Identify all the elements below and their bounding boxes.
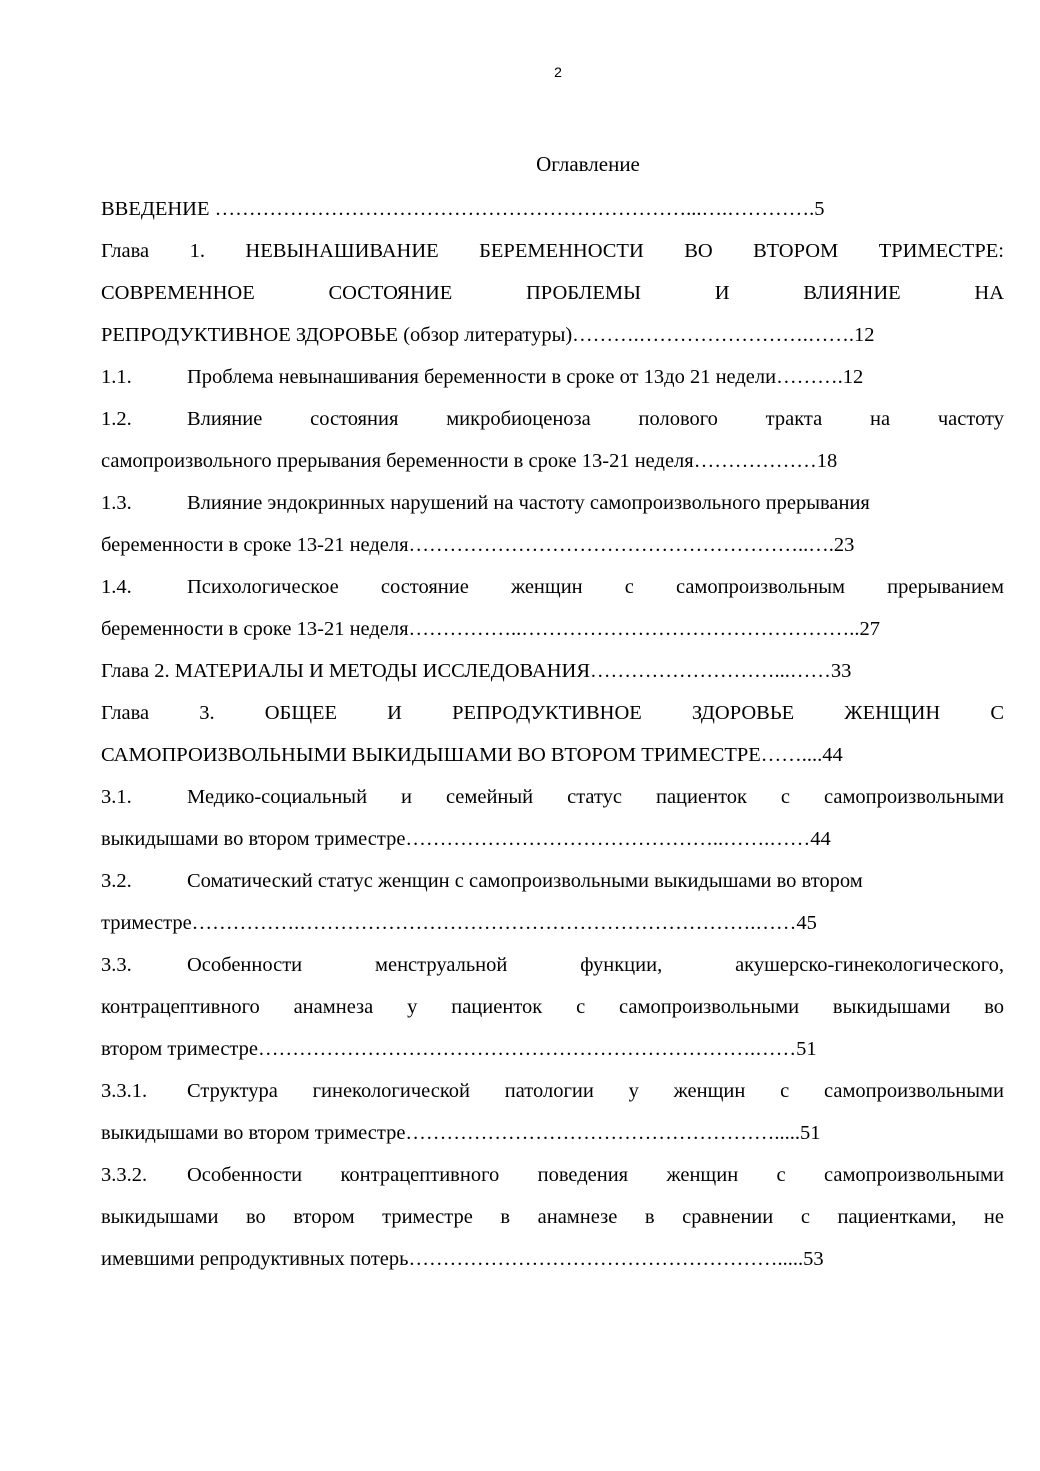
toc-text: беременности в сроке 13-21 неделя……………..…………………………………………..27	[101, 618, 881, 640]
toc-text: Влияние эндокринных нарушений на частоту самопроизвольного прерывания	[187, 492, 870, 514]
toc-line	[101, 230, 1004, 272]
toc-line	[101, 818, 1004, 860]
toc-text: ВВЕДЕНИЕ ……………………………………………………………...….………….5	[101, 198, 825, 220]
toc-title: Оглавление	[536, 152, 640, 176]
toc-text: Психологическое состояние женщин с самопроизвольным прерыванием	[187, 576, 1004, 598]
table-of-contents	[101, 188, 1004, 1280]
toc-text: выкидышами во втором триместре………………………………………..…….……44	[101, 828, 831, 850]
toc-line	[101, 734, 1004, 776]
section-number: 3.3.1.	[101, 1080, 148, 1102]
toc-line	[101, 566, 1004, 608]
toc-text: Глава 2. МАТЕРИАЛЫ И МЕТОДЫ ИССЛЕДОВАНИЯ………………………...……33	[101, 660, 852, 682]
section-number: 3.3.2.	[101, 1164, 148, 1186]
toc-text: самопроизвольного прерывания беременности в сроке 13-21 неделя………………18	[101, 450, 838, 472]
toc-line	[101, 1028, 1004, 1070]
toc-text: выкидышами во втором триместре……………………………………………….....51	[101, 1122, 821, 1144]
toc-text: триместре…………….………………………………………………………….……45	[101, 912, 817, 934]
toc-line	[101, 188, 1004, 230]
toc-text: Медико-социальный и семейный статус пациенток с самопроизвольными	[187, 786, 1004, 808]
toc-text: РЕПРОДУКТИВНОЕ ЗДОРОВЬЕ (обзор литературы)……….…………………….…….12	[101, 324, 875, 346]
toc-line	[101, 1154, 1004, 1196]
toc-line	[101, 482, 1004, 524]
toc-text: беременности в сроке 13-21 неделя…………………………………………………..….23	[101, 534, 855, 556]
toc-text: Соматический статус женщин с самопроизвольными выкидышами во втором	[187, 870, 863, 892]
toc-text: Глава 1. НЕВЫНАШИВАНИЕ БЕРЕМЕННОСТИ ВО ВТОРОМ ТРИМЕСТРЕ:	[101, 240, 1004, 262]
section-number: 1.2.	[101, 408, 132, 430]
toc-text: Глава 3. ОБЩЕЕ И РЕПРОДУКТИВНОЕ ЗДОРОВЬЕ ЖЕНЩИН С	[101, 702, 1004, 724]
toc-line	[101, 986, 1004, 1028]
page-number: 2	[554, 64, 562, 80]
toc-line	[101, 776, 1004, 818]
toc-text: выкидышами во втором триместре в анамнезе в сравнении с пациентками, не	[101, 1206, 1004, 1228]
toc-text: контрацептивного анамнеза у пациенток с самопроизвольными выкидышами во	[101, 996, 1004, 1018]
toc-text: Проблема невынашивания беременности в сроке от 13до 21 недели……….12	[187, 366, 864, 388]
section-number: 1.3.	[101, 492, 132, 514]
toc-line	[101, 650, 1004, 692]
toc-line	[101, 1070, 1004, 1112]
toc-line	[101, 272, 1004, 314]
toc-line	[101, 608, 1004, 650]
toc-line	[101, 440, 1004, 482]
toc-text: втором триместре……………………………………………………………….……51	[101, 1038, 817, 1060]
section-number: 1.4.	[101, 576, 132, 598]
toc-line	[101, 944, 1004, 986]
section-number: 1.1.	[101, 366, 132, 388]
toc-text: Структура гинекологической патологии у женщин с самопроизвольными	[187, 1080, 1004, 1102]
toc-text: СОВРЕМЕННОЕ СОСТОЯНИЕ ПРОБЛЕМЫ И ВЛИЯНИЕ НА	[101, 282, 1004, 304]
toc-line	[101, 524, 1004, 566]
toc-text: САМОПРОИЗВОЛЬНЫМИ ВЫКИДЫШАМИ ВО ВТОРОМ ТРИМЕСТРЕ……....44	[101, 744, 843, 766]
toc-text: Особенности контрацептивного поведения женщин с самопроизвольными	[187, 1164, 1004, 1186]
toc-line	[101, 1238, 1004, 1280]
toc-line	[101, 1196, 1004, 1238]
toc-line	[101, 902, 1004, 944]
section-number: 3.1.	[101, 786, 132, 808]
toc-line	[101, 356, 1004, 398]
toc-line	[101, 692, 1004, 734]
toc-line	[101, 314, 1004, 356]
section-number: 3.3.	[101, 954, 132, 976]
toc-text: имевшими репродуктивных потерь……………………………………………….....53	[101, 1248, 824, 1270]
toc-line	[101, 1112, 1004, 1154]
toc-text: Влияние состояния микробиоценоза полового тракта на частоту	[187, 408, 1004, 430]
section-number: 3.2.	[101, 870, 132, 892]
toc-text: Особенности менструальной функции, акушерско-гинекологического,	[187, 954, 1004, 976]
toc-line	[101, 860, 1004, 902]
toc-line	[101, 398, 1004, 440]
